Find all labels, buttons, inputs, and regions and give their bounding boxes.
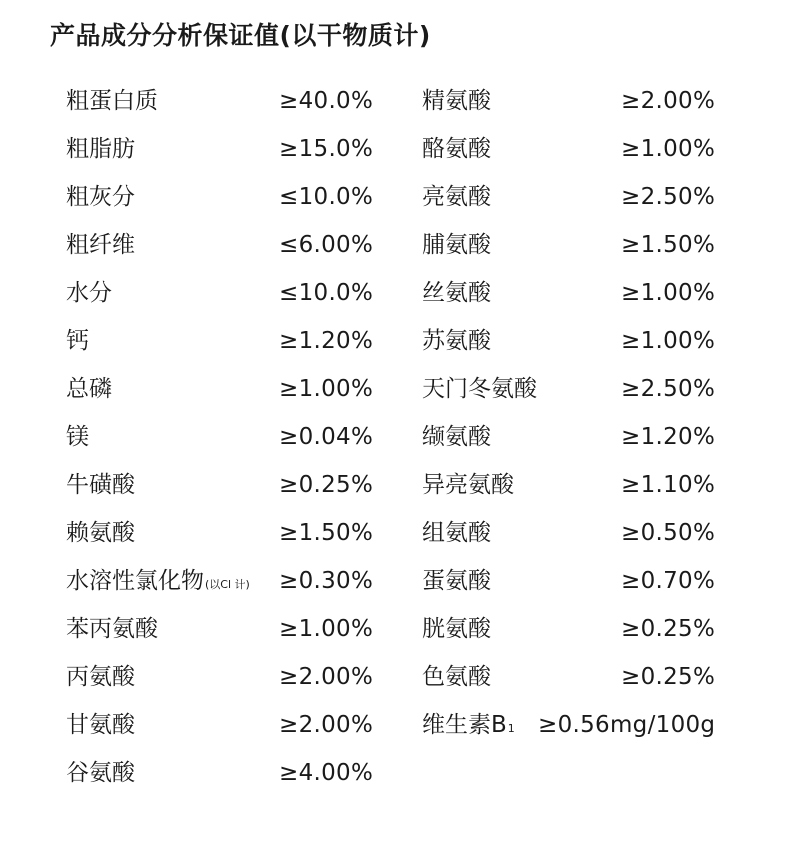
nutrient-name: 苏氨酸 [422,328,491,354]
nutrient-value: ≥2.50% [621,376,716,402]
nutrient-subscript: 1 [507,722,515,735]
nutrient-value: ≥15.0% [279,136,374,162]
nutrient-value: ≥0.30% [279,568,374,594]
nutrient-value: ≥4.00% [279,760,374,786]
nutrient-name: 丝氨酸 [422,280,491,306]
nutrient-name: 色氨酸 [422,664,491,690]
nutrient-value: ≥2.00% [279,664,374,690]
nutrient-name: 酪氨酸 [422,136,491,162]
nutrient-name: 苯丙氨酸 [66,616,158,642]
nutrient-name: 蛋氨酸 [422,568,491,594]
nutrient-value: ≥0.50% [621,520,716,546]
nutrient-value: ≥1.20% [621,424,716,450]
nutrient-value: ≥40.0% [279,88,374,114]
nutrient-value: ≥1.50% [279,520,374,546]
nutrient-name: 总磷 [66,376,112,402]
nutrient-value: ≥2.00% [621,88,716,114]
nutrient-value: ≥2.00% [279,712,374,738]
nutrient-value: ≥0.70% [621,568,716,594]
nutrient-value: ≤10.0% [279,184,374,210]
nutrient-name: 精氨酸 [422,88,491,114]
nutrient-value: ≥1.10% [621,472,716,498]
nutrient-value: ≤6.00% [279,232,374,258]
nutrient-name: 牛磺酸 [66,472,135,498]
nutrient-value: ≥1.50% [621,232,716,258]
nutrient-name: 天门冬氨酸 [422,376,537,402]
nutrient-name: 钙 [66,328,89,354]
nutrient-name: 粗蛋白质 [66,88,158,114]
nutrient-name: 粗纤维 [66,232,135,258]
nutrient-name: 亮氨酸 [422,184,491,210]
nutrient-name: 水分 [66,280,112,306]
nutrient-value: ≥1.00% [621,136,716,162]
nutrient-name: 异亮氨酸 [422,472,514,498]
nutrient-name: 粗灰分 [66,184,135,210]
nutrient-value: ≥0.25% [279,472,374,498]
nutrient-value: ≥1.00% [621,280,716,306]
nutrient-name: 谷氨酸 [66,760,135,786]
nutrient-value: ≥2.50% [621,184,716,210]
nutrient-name: 甘氨酸 [66,712,135,738]
nutrient-name: 镁 [66,424,89,450]
nutrient-value: ≥1.20% [279,328,374,354]
nutrient-name: 维生素B [422,712,507,738]
nutrient-name: 胱氨酸 [422,616,491,642]
nutrient-name: 粗脂肪 [66,136,135,162]
nutrient-value: ≥1.00% [621,328,716,354]
nutrient-name: 赖氨酸 [66,520,135,546]
nutrient-value: ≥0.56mg/100g [538,712,716,738]
nutrient-value: ≥0.25% [621,616,716,642]
nutrient-name: 缬氨酸 [422,424,491,450]
nutrient-name: 水溶性氯化物 [66,568,204,594]
nutrient-name-with-note [66,559,250,607]
nutrient-name: 丙氨酸 [66,664,135,690]
nutrient-value: ≥0.04% [279,424,374,450]
nutrient-name: 脯氨酸 [422,232,491,258]
nutrient-name: 组氨酸 [422,520,491,546]
nutrient-name-with-subscript [422,703,515,751]
nutrient-value: ≥0.25% [621,664,716,690]
nutrient-note: (以Cl 计) [205,578,250,591]
nutrient-value: ≥1.00% [279,616,374,642]
nutrient-value: ≥1.00% [279,376,374,402]
nutrient-value: ≤10.0% [279,280,374,306]
page-title: 产品成分分析保证值(以干物质计) [50,21,431,50]
